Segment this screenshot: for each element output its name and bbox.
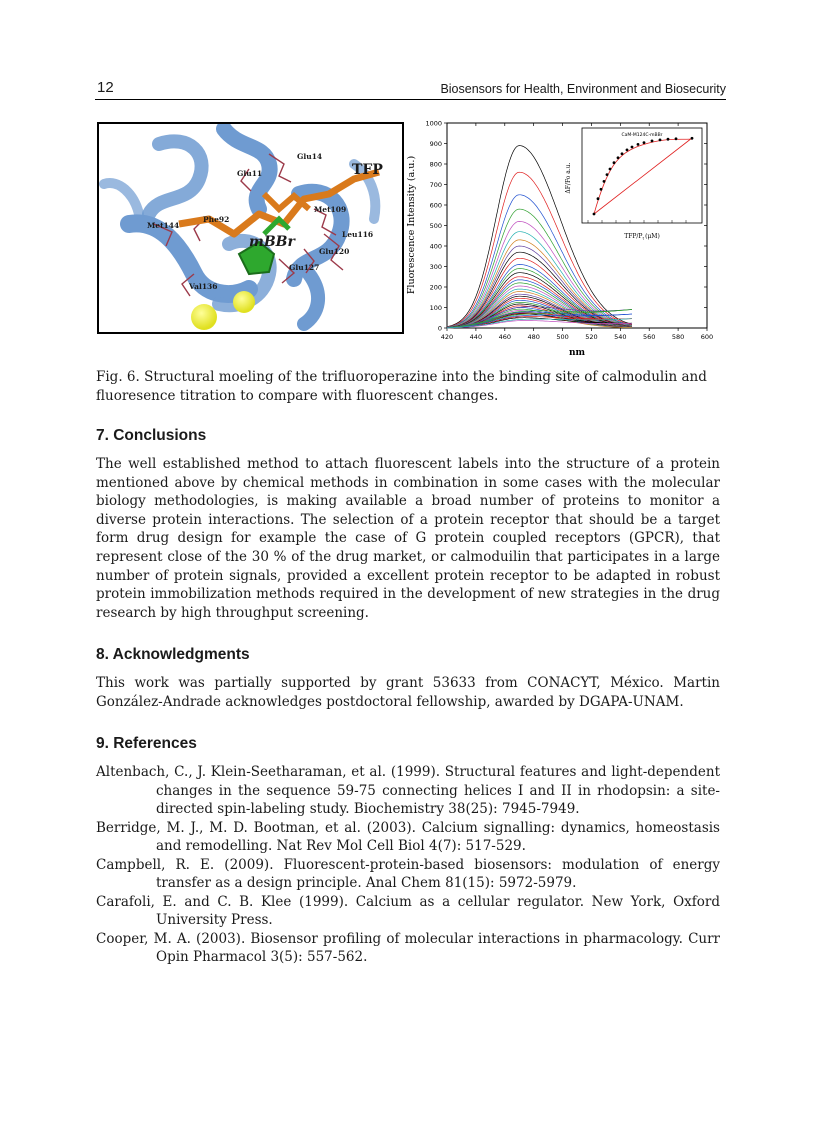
- reference-item: Campbell, R. E. (2009). Fluorescent-protein-based biosensors: modulation of energy transfer as a design principle. Anal Chem 81(15): 5972-5979.: [96, 856, 720, 891]
- inset-point: [691, 137, 694, 140]
- x-tick-label: 580: [671, 333, 685, 341]
- fluorescence-spectra-chart: [402, 118, 727, 358]
- inset-point: [637, 143, 640, 146]
- section-heading-references: 9. References: [96, 735, 197, 752]
- tfp-label: TFP: [352, 162, 383, 178]
- residue-label: Glu11: [237, 169, 263, 178]
- residue-label: Leu116: [342, 230, 374, 239]
- inset-point: [606, 173, 609, 176]
- running-header: [95, 79, 726, 100]
- x-tick-label: 600: [700, 333, 714, 341]
- inset-point: [626, 149, 629, 152]
- page-number: 12: [97, 79, 114, 96]
- inset-point: [659, 139, 662, 142]
- inset-title: CaM-M124C-mBBr: [621, 133, 663, 138]
- x-tick-label: 440: [469, 333, 483, 341]
- inset-point: [643, 141, 646, 144]
- inset-point: [631, 146, 634, 149]
- figure-caption: Fig. 6. Structural moeling of the trifluoroperazine into the binding site of calmodulin and fluoresence titration to compare with fluorescent changes.: [96, 369, 707, 404]
- residue-label: Met144: [147, 221, 180, 230]
- inset-point: [603, 180, 606, 183]
- reference-item: Cooper, M. A. (2003). Biosensor profiling of molecular interactions in pharmacology. Curr Opin Pharmacol 3(5): 557-562.: [96, 930, 720, 965]
- x-tick-label: 420: [440, 333, 454, 341]
- section-heading-acknowledgments: 8. Acknowledgments: [96, 646, 250, 663]
- x-tick-label: 500: [556, 333, 569, 341]
- residue-label: Glu120: [319, 247, 350, 256]
- inset-y-label: ΔF/Fo a.u.: [565, 162, 572, 194]
- y-tick-label: 1000: [425, 119, 442, 128]
- reference-item: Berridge, M. J., M. D. Bootman, et al. (2003). Calcium signalling: dynamics, homeostasis and remodelling. Nat Rev Mol Cell Biol 4(7): 517-529.: [96, 819, 720, 854]
- x-tick-label: 540: [614, 333, 627, 341]
- x-tick-label: 460: [498, 333, 511, 341]
- y-tick-label: 0: [437, 324, 442, 333]
- y-tick-label: 400: [429, 242, 442, 251]
- inset-point: [651, 140, 654, 143]
- mbbr-label: mBBr: [249, 234, 295, 250]
- reference-item: Carafoli, E. and C. B. Klee (1999). Calcium as a cellular regulator. New York, Oxford University Press.: [96, 893, 720, 928]
- residue-label: Val136: [189, 282, 218, 291]
- x-tick-label: 520: [585, 333, 598, 341]
- residue-label: Phe92: [203, 215, 230, 224]
- inset-x-label: TFP/$P_t(\mu M)$: [624, 233, 660, 241]
- reference-item: Altenbach, C., J. Klein-Seetharaman, et al. (1999). Structural features and light-dependent changes in the sequence 59-75 connecting helices I and II in rhodopsin: a site-directed spin-labeling study. Biochemistry 38(25): 7945-7949.: [96, 764, 720, 817]
- inset-point: [593, 213, 596, 216]
- book-title: Biosensors for Health, Environment and Biosecurity: [440, 82, 726, 96]
- y-tick-label: 900: [429, 140, 442, 148]
- x-tick-label: 480: [527, 333, 540, 341]
- residue-label: Glu127: [289, 263, 320, 272]
- residue-label: Glu14: [297, 152, 323, 161]
- protein-structure-image: [99, 124, 402, 332]
- y-axis-label: Fluorescence Intensity (a.u.): [406, 155, 417, 295]
- spectrum-panel: [402, 118, 727, 358]
- x-axis-label: nm: [568, 348, 586, 358]
- calcium-ion: [233, 291, 255, 313]
- inset-point: [667, 138, 670, 141]
- y-tick-label: 600: [429, 201, 442, 210]
- inset-point: [597, 197, 600, 200]
- inset-point: [609, 168, 612, 171]
- inset-point: [617, 156, 620, 159]
- y-tick-label: 100: [429, 304, 442, 312]
- inset-point: [600, 188, 603, 191]
- reference-list: [96, 763, 720, 967]
- y-tick-label: 700: [429, 181, 442, 189]
- residue-label: Met109: [314, 205, 347, 214]
- y-tick-label: 200: [429, 283, 442, 292]
- x-tick-label: 560: [643, 333, 656, 341]
- inset-frame: [582, 128, 702, 223]
- y-tick-label: 500: [429, 222, 442, 230]
- structure-panel: [97, 122, 404, 334]
- figure-6: [97, 118, 727, 358]
- inset-point: [613, 161, 616, 164]
- paragraph-conclusions: The well established method to attach fluorescent labels into the structure of a protein mentioned above by chemical methods in combination in some cases with the molecular biology methodologies, is making available a broad number of proteins to monitor a diverse protein interactions. The selection of a protein receptor that should be a target form drug design for example the case of G protein coupled receptors (GPCR), that represent close of the 30 % of the drug market, or calmoduilin that participates in a large number of protein signals, provided a excellent protein receptor to be adapted in robust protein immobilization methods required in the development of new strategies in the drug research by high throughput screening.: [96, 456, 720, 621]
- inset-point: [621, 152, 624, 155]
- section-heading-conclusions: 7. Conclusions: [96, 427, 207, 444]
- y-tick-label: 300: [429, 263, 442, 271]
- calcium-ion: [191, 304, 217, 330]
- y-tick-label: 800: [429, 160, 442, 169]
- inset-point: [675, 137, 678, 140]
- paragraph-acknowledgments: This work was partially supported by grant 53633 from CONACYT, México. Martin González-Andrade acknowledges postdoctoral fellowship, awarded by DGAPA-UNAM.: [96, 675, 720, 710]
